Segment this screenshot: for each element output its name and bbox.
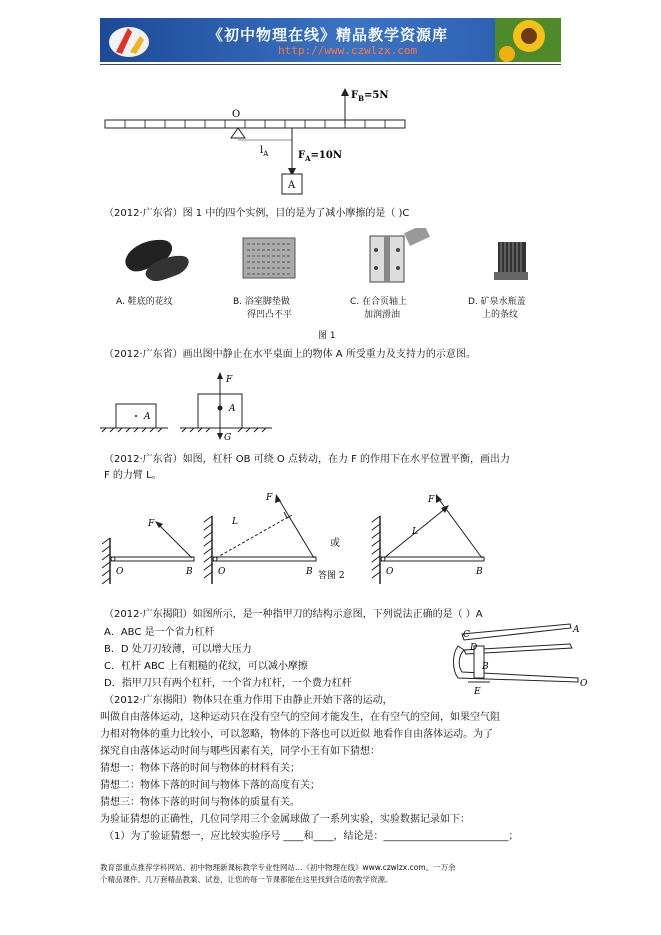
q3-l3: L: [412, 527, 418, 537]
force-a-value: =10N: [310, 150, 342, 161]
q5-line-5: 猜想一：物体下落的时间与物体的材料有关；: [100, 763, 300, 774]
q1-illustrations: [108, 228, 528, 290]
force-a-symbol: F: [298, 150, 306, 161]
q4-option-c: C．杠杆 ABC 上有粗糙的花纹，可以减小摩擦: [104, 661, 308, 672]
hinge-oil-icon: [370, 228, 430, 282]
q5-line-3: 力相对物体的重力比较小，可以忽略，物体的下落也可以近似 地看作自由落体运动。为了: [100, 729, 494, 740]
q2-object-a-right: A: [229, 404, 236, 414]
clipper-label-c: C: [463, 630, 470, 640]
bottle-cap-icon: [494, 242, 528, 280]
q3-f3: F: [428, 495, 435, 505]
q1-option-c-cont: 加润滑油: [364, 310, 401, 320]
header-banner: [100, 18, 561, 62]
q3-b2: B: [306, 567, 313, 577]
nail-clipper-figure: [450, 620, 595, 700]
arm-a-sub: A: [263, 150, 269, 158]
q3-figures: [96, 488, 496, 586]
q1-figure-caption: 图 1: [318, 331, 336, 341]
clipper-label-a: A: [573, 625, 580, 635]
question-1-text: （2012·广东省）图 1 中的四个实例，目的是为了减小摩擦的是（ )C: [104, 208, 410, 219]
q5-line-4: 探究自由落体运动时间与哪些因素有关，同学小王有如下猜想：: [100, 746, 380, 757]
q4-option-a: A．ABC 是一个省力杠杆: [104, 627, 215, 638]
q2-figure: [96, 368, 276, 444]
q1-option-d-cont: 上的条纹: [482, 310, 519, 320]
svg-text:FB=5N: [351, 90, 389, 103]
footer-line-2: 个精品课件、几万套精品教案、试卷，让您的每一节课都能在这里找到合适的教学资源。: [100, 875, 393, 884]
q3-figure-1: [102, 519, 194, 584]
force-a-sub: A: [305, 154, 311, 163]
q1-option-b: B. 浴室脚垫做: [233, 297, 290, 307]
clipper-label-d: D: [470, 643, 478, 653]
q1-option-c: C. 在合页轴上: [350, 297, 408, 307]
q3-f1: F: [148, 519, 155, 529]
question-3-text-line2: F 的力臂 L。: [104, 470, 162, 481]
arm-a-symbol: l: [260, 145, 264, 156]
q3-or: 或: [330, 538, 340, 549]
q5-line-6: 猜想二：物体下落的时间与物体下落的高度有关；: [100, 780, 320, 791]
svg-text:lA: [260, 145, 269, 158]
force-b-symbol: F: [351, 90, 359, 101]
q4-option-b: B．D 处刀刃较薄，可以增大压力: [104, 644, 252, 655]
lever-figure: [100, 80, 430, 198]
question-3-text-line1: （2012·广东省）如图，杠杆 OB 可绕 O 点转动，在力 F 的作用下在水平位置平衡，画出力: [104, 454, 511, 465]
q1-option-d: D. 矿泉水瓶盖: [468, 297, 526, 307]
q1-option-a: A. 鞋底的花纹: [116, 297, 173, 307]
q4-option-d: D．指甲刀只有两个杠杆，一个省力杠杆，一个费力杠杆: [104, 678, 352, 689]
q2-force-f: F: [226, 375, 233, 385]
q3-b1: B: [186, 567, 193, 577]
q5-line-1: （2012·广东揭阳）物体只在重力作用下由静止开始下落的运动，: [104, 695, 393, 706]
q3-o3: O: [386, 567, 394, 577]
question-2-text: （2012·广东省）画出图中静止在水平桌面上的物体 A 所受重力及支持力的示意图。: [104, 349, 476, 360]
logo-icon: [106, 22, 152, 60]
header-rule: [100, 64, 561, 65]
svg-text:FA=10N: [298, 150, 342, 163]
clipper-label-o: O: [580, 679, 588, 689]
q5-line-2: 叫做自由落体运动，这种运动只在没有空气的空间才能发生，在有空气的空间，如果空气阻: [100, 712, 500, 723]
q3-f2: F: [266, 493, 273, 503]
clipper-label-b: B: [482, 662, 489, 672]
force-b-value: =5N: [364, 90, 389, 101]
bath-mat-icon: [243, 238, 295, 278]
question-4-text: （2012·广东揭阳）如图所示，是一种指甲刀的结构示意图，下列说法正确的是（ ）A: [104, 609, 483, 620]
sunflower-icon: [495, 18, 561, 62]
q1-option-b-cont: 得凹凸不平: [247, 310, 293, 320]
q3-figure-3: [372, 494, 484, 584]
q5-line-8: 为验证猜想的正确性，几位同学用三个金属球做了一系列实验，实验数据记录如下：: [100, 814, 470, 825]
shoe-sole-icon: [125, 240, 188, 281]
q3-figure-2: [204, 493, 316, 584]
force-b-sub: B: [358, 94, 365, 103]
block-a-label: A: [288, 180, 296, 191]
q2-object-a-left: A: [144, 412, 151, 422]
q3-b3: B: [476, 567, 483, 577]
footer-line-1: 教育部重点推荐学科网站、初中物理新课标教学专业性网站…《初中物理在线》www.czwlzx.com。一万余: [100, 863, 456, 872]
pivot-label: O: [232, 109, 241, 120]
q5-line-7: 猜想三：物体下落的时间与物体的质量有关。: [100, 797, 300, 808]
header-title: 《初中物理在线》精品教学资源库: [208, 26, 449, 44]
q5-line-9: （1）为了验证猜想一，应比较实验序号 ____和____，结论是：_________________________；: [104, 831, 519, 842]
q3-l2: L: [232, 517, 238, 527]
q3-o2: O: [218, 567, 226, 577]
clipper-label-e: E: [474, 687, 481, 697]
q2-force-g: G: [224, 433, 232, 443]
q3-caption: 答图 2: [318, 571, 345, 581]
q3-o1: O: [116, 567, 124, 577]
header-url[interactable]: http://www.czwlzx.com: [278, 44, 418, 57]
